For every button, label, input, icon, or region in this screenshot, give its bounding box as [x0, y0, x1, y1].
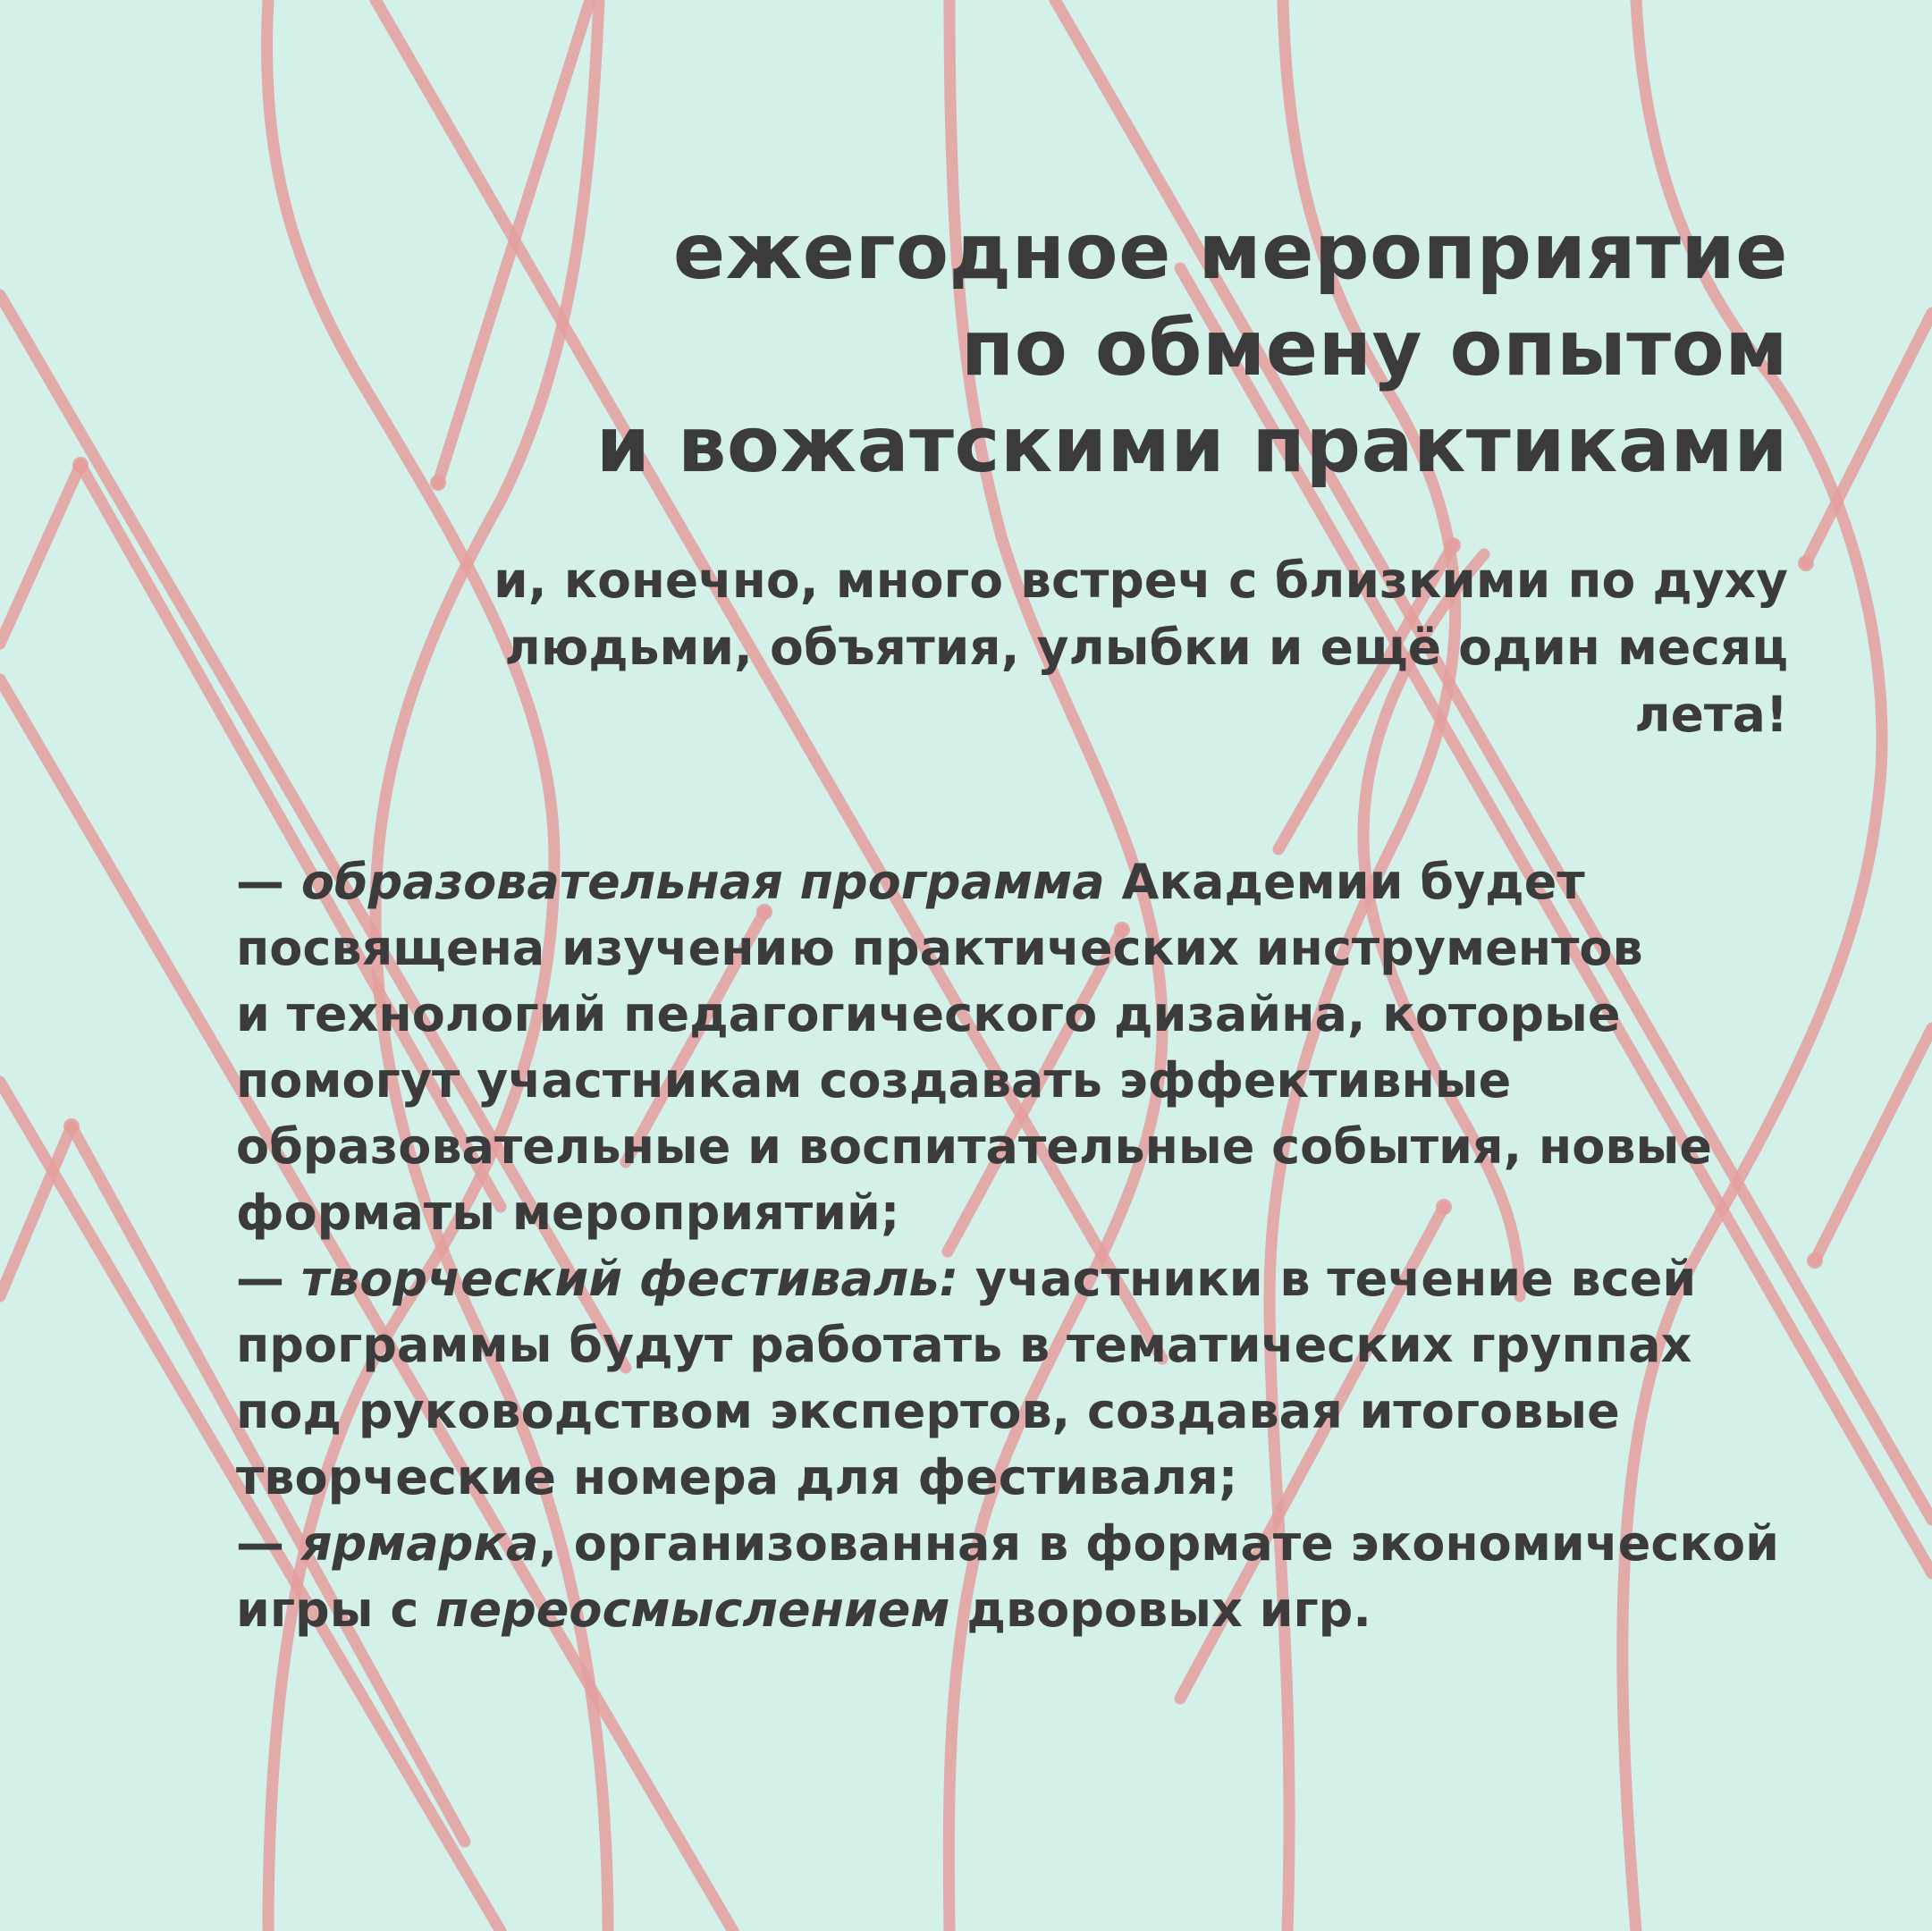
item-italic-word: переосмыслением — [435, 1581, 950, 1638]
item-emphasis: ярмарка — [300, 1515, 539, 1572]
subtitle-line: людьми, объятия, улыбки и ещё один месяц — [504, 619, 1788, 676]
item-text: , организованная в формате экономической — [538, 1515, 1779, 1572]
item-dash: — — [236, 854, 301, 910]
item-emphasis: образовательная программа — [300, 854, 1105, 910]
item-text-line: программы будут работать в тематических группах — [236, 1317, 1692, 1373]
item-text-line: посвящена изучению практических инструментов — [236, 920, 1643, 976]
item-emphasis: творческий фестиваль: — [300, 1251, 959, 1307]
headline-line: по обмену опытом — [960, 304, 1788, 393]
program-description — [236, 849, 1810, 1643]
item-text-line — [236, 1577, 1810, 1643]
headline-line: и вожатскими практиками — [595, 401, 1788, 490]
item-text-line: творческие номера для фестиваля; — [236, 1449, 1238, 1505]
diagonal-line — [1815, 1028, 1932, 1261]
item-educational-program — [236, 849, 1810, 915]
line-node — [72, 457, 89, 473]
diagonal-line — [0, 465, 80, 644]
line-node — [430, 475, 446, 491]
item-dash: — — [236, 1515, 301, 1572]
item-text-line: и технологий педагогического дизайна, которые — [236, 986, 1621, 1042]
item-dash: — — [236, 1251, 301, 1307]
subtitle-line: лета! — [1634, 686, 1788, 743]
line-node — [63, 1118, 80, 1134]
item-text: дворовых игр. — [949, 1581, 1371, 1638]
item-fair — [236, 1511, 1810, 1577]
line-node — [1798, 555, 1814, 571]
headline — [447, 204, 1788, 493]
item-text-line: форматы мероприятий; — [236, 1185, 900, 1241]
item-text: участники в течение всей — [958, 1251, 1697, 1307]
item-text: игры с — [236, 1581, 436, 1638]
headline-line: ежегодное мероприятие — [672, 207, 1788, 297]
item-text: Академии будет — [1104, 854, 1585, 910]
diagonal-line — [1806, 313, 1932, 563]
subtitle-line: и, конечно, много встреч с близкими по духу — [494, 552, 1788, 609]
item-text-line: под руководством экспертов, создавая итоговые — [236, 1383, 1620, 1439]
item-creative-festival — [236, 1246, 1810, 1312]
item-text-line: помогут участникам создавать эффективные — [236, 1052, 1512, 1109]
subtitle — [358, 547, 1788, 748]
item-text-line: образовательные и воспитательные события, новые — [236, 1118, 1712, 1175]
